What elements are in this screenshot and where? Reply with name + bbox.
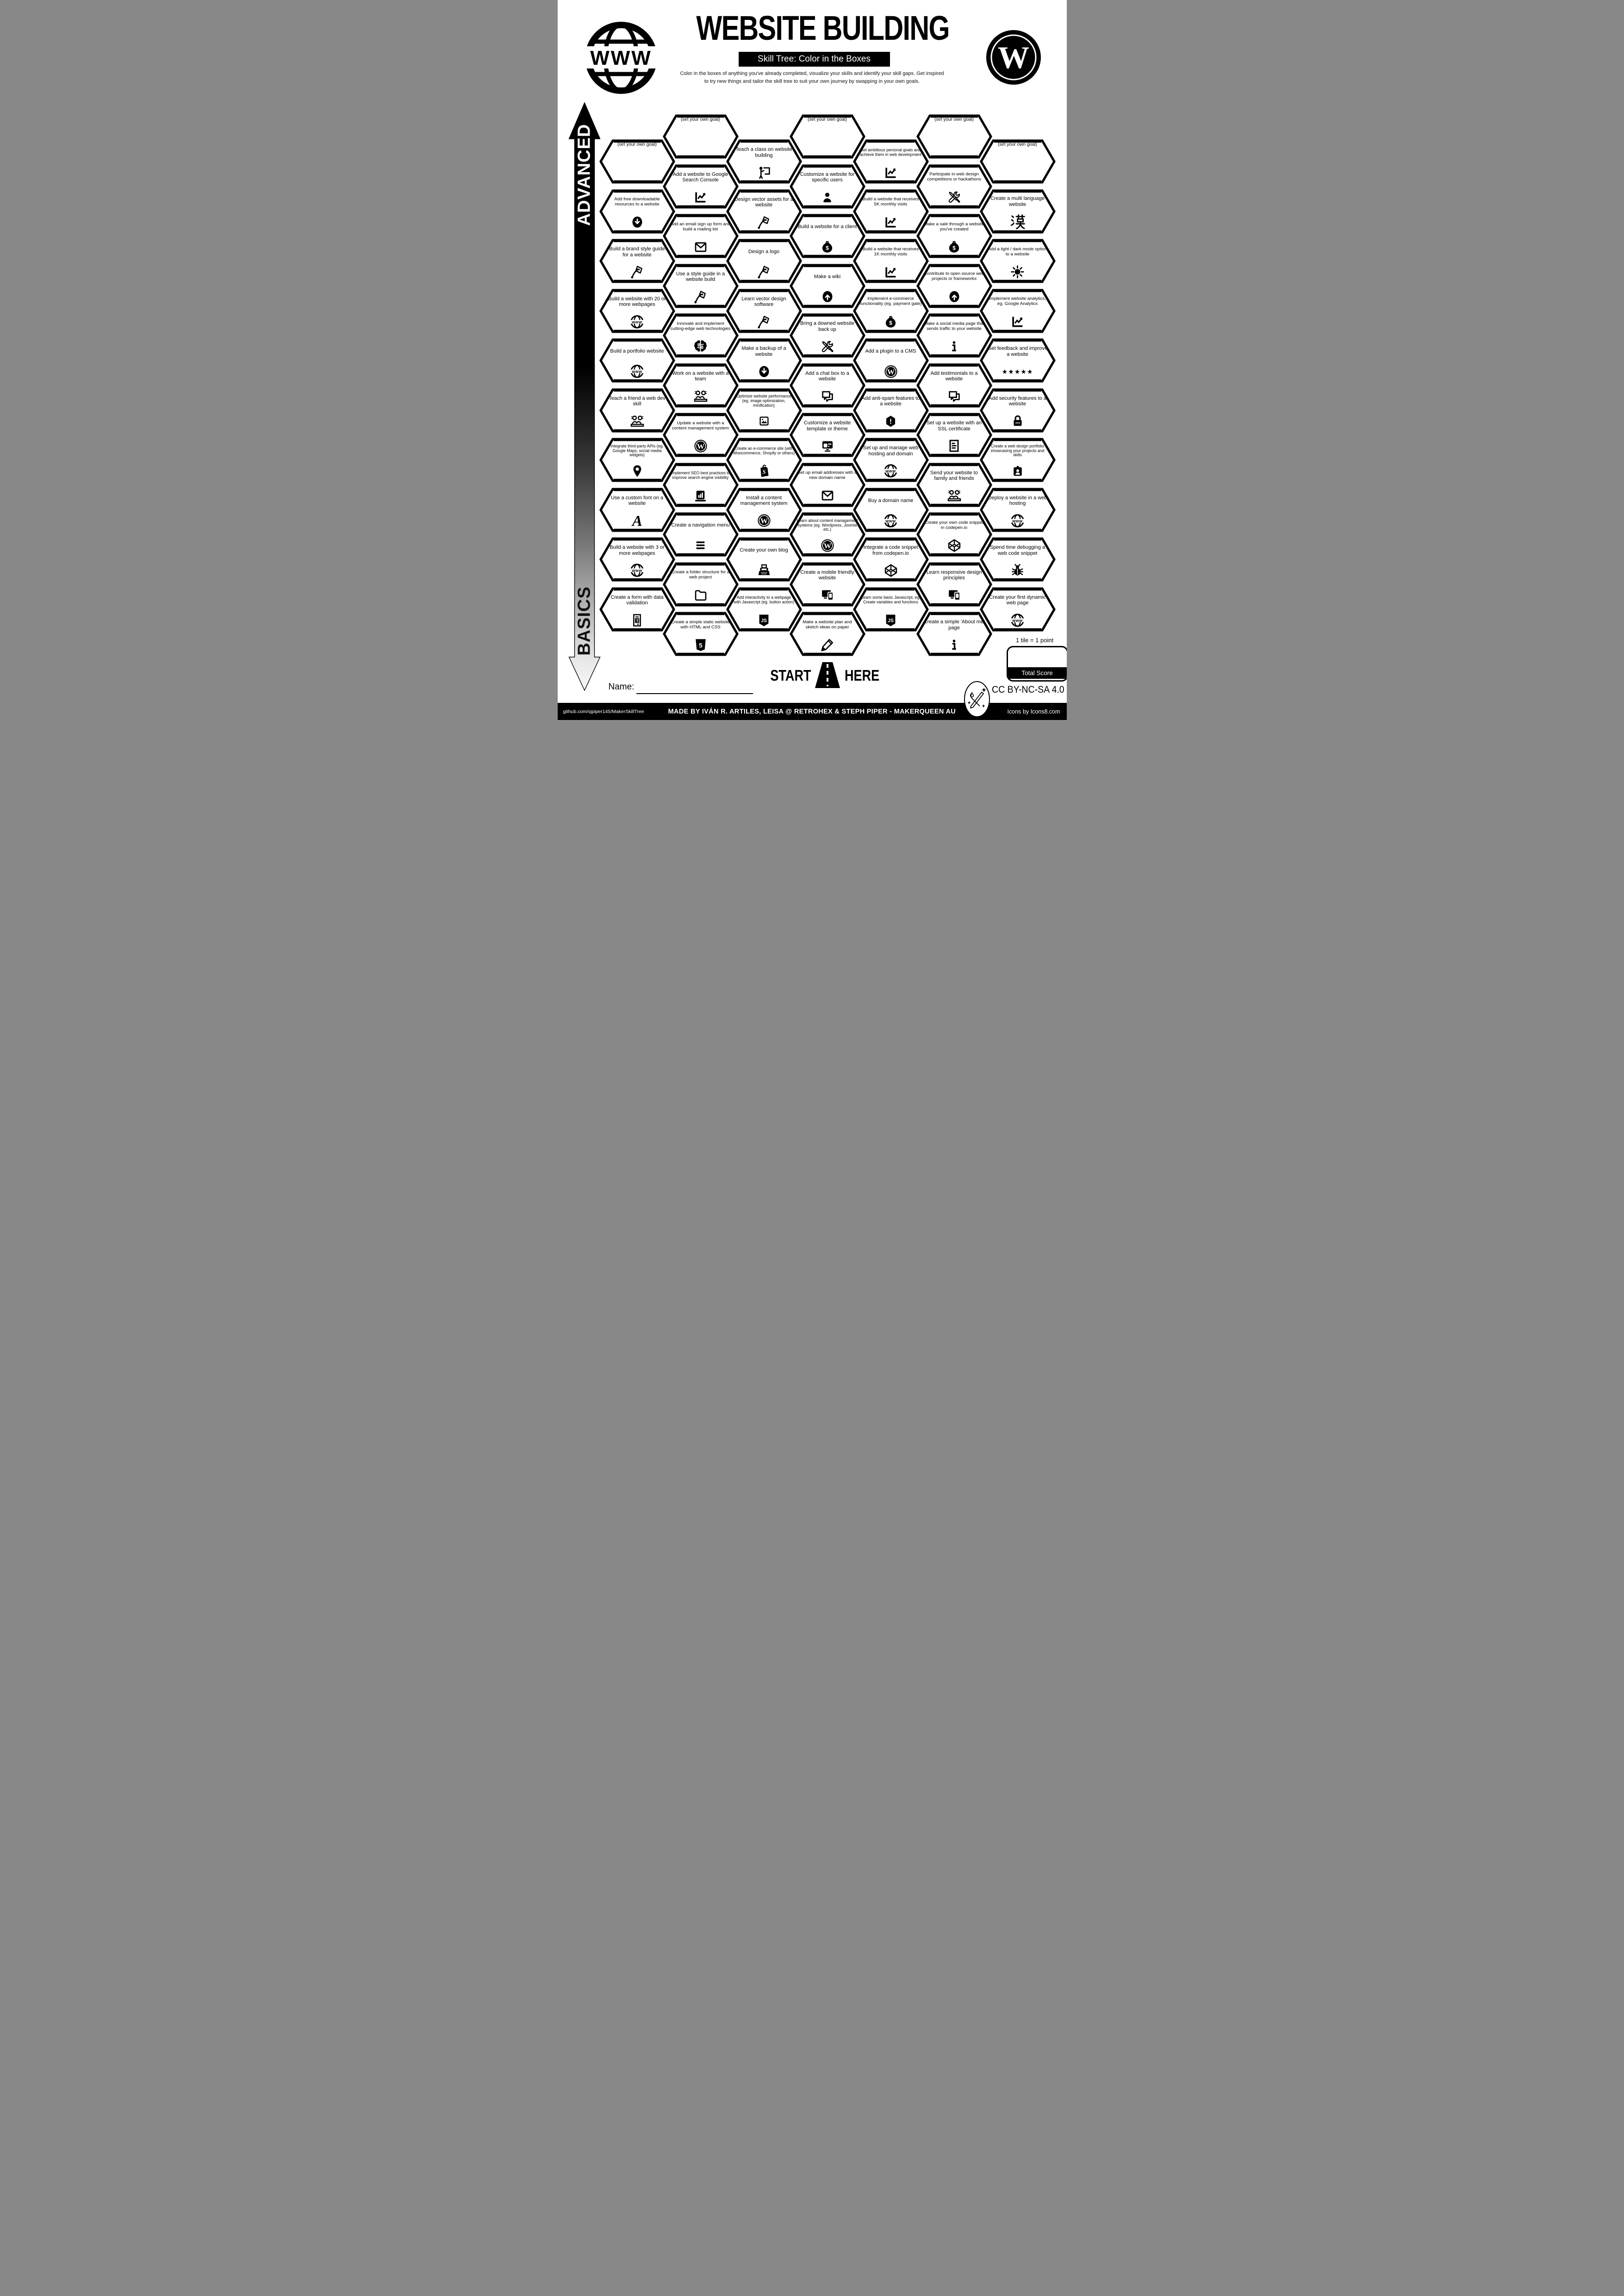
- svg-text:$: $: [952, 245, 956, 252]
- money-bag-icon: [820, 238, 835, 255]
- wordpress-icon: [756, 512, 772, 529]
- codepen-icon: [883, 562, 899, 579]
- skill-hex-c6-r1[interactable]: [980, 189, 1056, 234]
- skill-hex-c6-r3[interactable]: [980, 288, 1056, 334]
- vector-pen-icon: [756, 263, 772, 280]
- circle-down-icon: [757, 363, 771, 380]
- skill-label: Create your first dynamic web page: [989, 594, 1046, 606]
- svg-text:www: www: [885, 518, 896, 523]
- skill-label: Learn responsive design principles: [926, 569, 982, 581]
- globe-icon: [883, 462, 898, 479]
- skill-label: Set up email addresses with a new domain name: [797, 470, 857, 480]
- info-icon: [947, 636, 961, 653]
- sun-icon: [1010, 263, 1025, 280]
- team-icon: [946, 487, 962, 504]
- skill-label: Add an email sign up form and build a mailing list: [670, 221, 731, 232]
- html5-icon: [693, 636, 709, 653]
- footer-repo-link[interactable]: github.com/sjpiper145/MakerSkillTree: [563, 708, 644, 714]
- total-score-box: [1007, 646, 1067, 682]
- skill-label: Create a folder structure for a web project: [671, 570, 730, 580]
- skill-label: Learn vector design software: [741, 296, 786, 307]
- globe-icon: [629, 313, 645, 330]
- intro-text: Color in the boxes of anything you've already completed, visualize your skills and identify your skill gaps. Get inspired to try new things and tailor the skill tree to suit your own journey by swapping in your own goals.: [680, 71, 944, 85]
- badge-icon: [1010, 462, 1025, 479]
- presenter-icon: [756, 164, 772, 181]
- js-icon: [756, 612, 772, 629]
- license-text: CC BY-NC-SA 4.0: [991, 684, 1064, 695]
- vector-pen-icon: [693, 288, 708, 305]
- svg-text:www: www: [885, 468, 896, 473]
- skill-label: Make a social media page that sends traffic to your website: [924, 321, 984, 331]
- circle-up-icon: [947, 288, 961, 305]
- svg-text:W: W: [697, 441, 704, 451]
- globe-icon: [629, 562, 645, 579]
- skill-label: Create a simple static website with HTML and CSS: [671, 619, 730, 630]
- svg-text:W: W: [997, 40, 1029, 75]
- skill-hex-c6-r6[interactable]: [980, 437, 1056, 483]
- skill-label: Learn about content management systems (eg. Wordpress, Joomla etc.): [796, 518, 858, 532]
- svg-text:www: www: [632, 319, 642, 324]
- skill-label: Build a website for a client: [797, 224, 857, 230]
- info-icon: [947, 338, 961, 355]
- skill-label: (set your own goal): [807, 117, 847, 122]
- bug-icon: [1010, 562, 1025, 579]
- skill-label: Buy a domain name: [868, 497, 914, 503]
- circle-down-icon: [630, 214, 644, 231]
- menu-icon: [693, 537, 708, 554]
- svg-text:JS: JS: [887, 617, 894, 623]
- tile-point-note: 1 tile = 1 point: [1015, 637, 1054, 644]
- maker-tools-badge-icon: [963, 678, 991, 720]
- advanced-label: ADVANCED: [574, 124, 594, 226]
- skill-label: Build a website with 20 or more webpages: [608, 296, 666, 307]
- vector-pen-icon: [629, 263, 645, 280]
- laptop-chart-icon: [693, 487, 708, 504]
- here-label: HERE: [844, 667, 879, 684]
- image-icon: [757, 413, 772, 430]
- skill-label: Teach a friend a web dev skill: [609, 395, 666, 407]
- skill-label: Add testimonials to a website: [930, 370, 978, 382]
- skill-label: (set your own goal): [617, 142, 657, 147]
- skill-label: Innovate and implement cutting-edge web technologies: [670, 321, 731, 331]
- skill-label: Build a website that receives 5K monthly visits: [862, 197, 919, 207]
- skill-label: Implement e-commerce functionality (eg. payment gate): [859, 296, 922, 306]
- skill-label: Spend time debugging a web code snippet: [989, 545, 1045, 556]
- skill-label: Learn some basic Javascript, eg. Create variables and functions: [861, 595, 921, 604]
- envelope-icon: [693, 238, 708, 255]
- font-a-icon: [629, 512, 646, 529]
- wordpress-icon: [693, 437, 709, 454]
- svg-text:www: www: [632, 568, 642, 573]
- certificate-icon: [946, 437, 962, 454]
- skill-label: Create a mobile friendly website: [800, 569, 854, 581]
- skill-label: Add a chat box to a website: [805, 370, 849, 382]
- score-write-area[interactable]: [1008, 647, 1067, 667]
- chart-icon: [884, 164, 898, 181]
- skill-label: Implement website analytics, eg. Google Analytics: [989, 296, 1046, 306]
- skill-hex-c6-r4[interactable]: [980, 338, 1056, 383]
- svg-text:www: www: [1012, 518, 1023, 523]
- skill-label: Make a wiki: [814, 273, 841, 279]
- skill-label: Build a website with 3 or more webpages: [610, 545, 665, 556]
- kanji-icon: [1008, 212, 1027, 231]
- skill-label: Build a portfolio website: [610, 348, 664, 354]
- person-icon: [820, 189, 834, 206]
- responsive-icon: [946, 587, 962, 604]
- wordpress-icon: [820, 537, 835, 554]
- alert-icon: [884, 413, 898, 430]
- skill-label: Create your own code snippet in codepen.io: [924, 520, 984, 530]
- total-score-bar: Total Score: [1008, 667, 1067, 679]
- svg-text:W: W: [823, 541, 831, 550]
- chart-icon: [1010, 313, 1025, 330]
- typewriter-icon: [756, 562, 772, 579]
- svg-text:www: www: [632, 369, 642, 374]
- skill-label: Use a custom font on a website: [610, 495, 664, 506]
- skill-label: Create a navigation menu: [671, 522, 730, 528]
- svg-text:W: W: [760, 516, 768, 525]
- footer-credits: MADE BY IVÁN R. ARTILES, LEISA @ RETROHEX & STEPH PIPER - MAKERQUEEN AU: [668, 707, 956, 715]
- svg-text:www: www: [1012, 618, 1023, 623]
- skill-label: Teach a class on website building: [735, 147, 792, 158]
- skill-label: Participate in web design competitions or hackathons: [927, 172, 981, 182]
- lock-icon: [1010, 413, 1025, 430]
- chart-icon: [884, 263, 898, 280]
- team-icon: [693, 388, 709, 405]
- skill-label: Integrate third-party APIs (eg. Google Maps, social media widgets): [610, 443, 664, 458]
- skill-label: Customize a website for specific users: [800, 171, 855, 183]
- footer-icons-credit[interactable]: Icons by Icons8.com: [1007, 708, 1060, 715]
- skill-label: Customize a website template or theme: [803, 420, 851, 432]
- globe-icon: [1010, 512, 1025, 529]
- skill-label: Optimize website performance (eg. image optimization, minification): [736, 394, 791, 408]
- skill-label: Update a website with a content management system: [672, 420, 729, 431]
- skill-label: Set up and manage web hosting and domain: [863, 445, 919, 457]
- skill-label: Create your own blog: [740, 547, 788, 553]
- chat-icon: [947, 388, 962, 405]
- skill-label: Build a website that receives 1K monthly visits: [862, 246, 919, 257]
- skill-label: Make a website plan and sketch ideas on paper: [803, 619, 852, 630]
- svg-text:A: A: [632, 513, 642, 529]
- page-title: WEBSITE BUILDING: [696, 9, 949, 47]
- pencil-icon: [820, 636, 835, 653]
- skill-label: Add a website to Google Search Console: [672, 171, 728, 183]
- envelope-icon: [820, 487, 835, 504]
- stars-icon: ★★★★★: [1002, 367, 1033, 375]
- skill-hex-c6-r5[interactable]: [980, 388, 1056, 433]
- globe-icon: [883, 512, 898, 529]
- svg-text:$: $: [889, 319, 892, 326]
- skill-label: Add anti-spam features to a website: [861, 395, 920, 407]
- skill-label: Add security features to a website: [989, 395, 1046, 407]
- svg-text:$: $: [826, 245, 829, 252]
- name-field-label: Name:: [608, 682, 635, 692]
- tools-icon: [820, 338, 835, 355]
- skill-label: Work on a website with a team: [672, 370, 729, 382]
- skill-label: Design a logo: [748, 249, 780, 255]
- svg-text:WWW: WWW: [590, 47, 652, 69]
- globe-icon: [1010, 612, 1025, 629]
- name-input-line[interactable]: [636, 681, 753, 694]
- skill-label: Add a plugin to a CMS: [865, 348, 916, 354]
- map-pin-icon: [630, 462, 645, 479]
- skill-label: Make a backup of a website: [741, 346, 786, 357]
- form-icon: [629, 612, 645, 629]
- skill-label: Use a style guide in a website build: [676, 271, 725, 282]
- skill-hex-c6-r8[interactable]: [980, 537, 1056, 582]
- brain-icon: [692, 338, 709, 355]
- skill-label: Add free downloadable resources to a website: [614, 197, 660, 207]
- skill-label: Send your website to family and friends: [930, 470, 978, 481]
- money-bag-icon: [946, 238, 962, 255]
- skill-label: Create an e-commerce site (with Woocommerce, Shopify or others): [733, 446, 795, 455]
- skill-label: (set your own goal): [680, 117, 721, 122]
- skill-hex-c6-r7[interactable]: [980, 487, 1056, 533]
- start-label: START: [770, 667, 811, 684]
- chart-icon: [884, 214, 898, 231]
- skill-tree-poster: [558, 0, 1067, 720]
- skill-label: Bring a downed website back up: [800, 321, 854, 332]
- svg-text:!: !: [889, 417, 892, 426]
- vector-pen-icon: [756, 313, 772, 330]
- wordpress-logo: [985, 29, 1042, 88]
- js-icon: [883, 612, 898, 629]
- skill-label: Contribute to open source web projects or frameworks: [924, 271, 984, 281]
- skill-label: Add a light / dark mode option to a website: [988, 246, 1047, 257]
- skill-label: Install a content management system: [740, 495, 788, 506]
- skill-label: (set your own goal): [934, 117, 974, 122]
- svg-text:5: 5: [698, 641, 703, 649]
- basics-label: BASICS: [574, 586, 594, 656]
- skill-label: Create a form with data validation: [610, 594, 664, 606]
- skill-label: Deploy a website in a web hosting: [988, 495, 1047, 506]
- skill-label: Create a web design portfolio showcasing your projects and skills: [990, 443, 1045, 458]
- globe-icon: [629, 363, 645, 380]
- skill-label: Create a multi language website: [990, 196, 1045, 207]
- wordpress-icon: [883, 363, 899, 380]
- skill-label: (set your own goal): [997, 142, 1038, 147]
- skill-hex-c6-r0[interactable]: [980, 139, 1056, 184]
- vector-pen-icon: [756, 214, 772, 231]
- chat-icon: [820, 388, 835, 405]
- skill-label: Get feedback and improve a website: [987, 346, 1048, 357]
- chart-icon: [693, 189, 708, 206]
- skill-label: Make a sale through a website you've created: [924, 221, 984, 232]
- road-icon: [813, 661, 842, 691]
- responsive-icon: [820, 587, 835, 604]
- codepen-icon: [946, 537, 962, 554]
- skill-label: Set up a website with an SSL certificate: [926, 420, 982, 432]
- shopify-icon: [756, 462, 772, 479]
- svg-text:JS: JS: [760, 617, 767, 623]
- skill-label: Integrate a code snippet from codepen.io: [863, 545, 918, 556]
- subtitle-banner: Skill Tree: Color in the Boxes: [739, 52, 890, 67]
- money-bag-icon: [883, 313, 898, 330]
- circle-up-icon: [821, 288, 834, 305]
- skill-label: Implement SEO best practices to improve search engine visibility: [671, 471, 730, 480]
- skill-label: Build a brand style guide for a website: [609, 246, 665, 258]
- svg-text:S: S: [762, 468, 766, 475]
- skill-label: Set ambitious personal goals and achieve them in web development: [859, 147, 921, 157]
- team-icon: [629, 413, 645, 430]
- skill-hex-c6-r2[interactable]: [980, 238, 1056, 284]
- skill-hex-c6-r9[interactable]: [980, 587, 1056, 632]
- folder-icon: [693, 587, 708, 604]
- monitor-icon: [820, 437, 835, 454]
- svg-text:W: W: [887, 367, 895, 376]
- tools-icon: [946, 189, 962, 206]
- skill-label: Design vector assets for a website: [734, 196, 794, 208]
- skill-label: Create a simple 'About me' page: [923, 619, 985, 631]
- skill-label: Add interactivity to a webpage with Javascript (eg. button action): [733, 595, 795, 604]
